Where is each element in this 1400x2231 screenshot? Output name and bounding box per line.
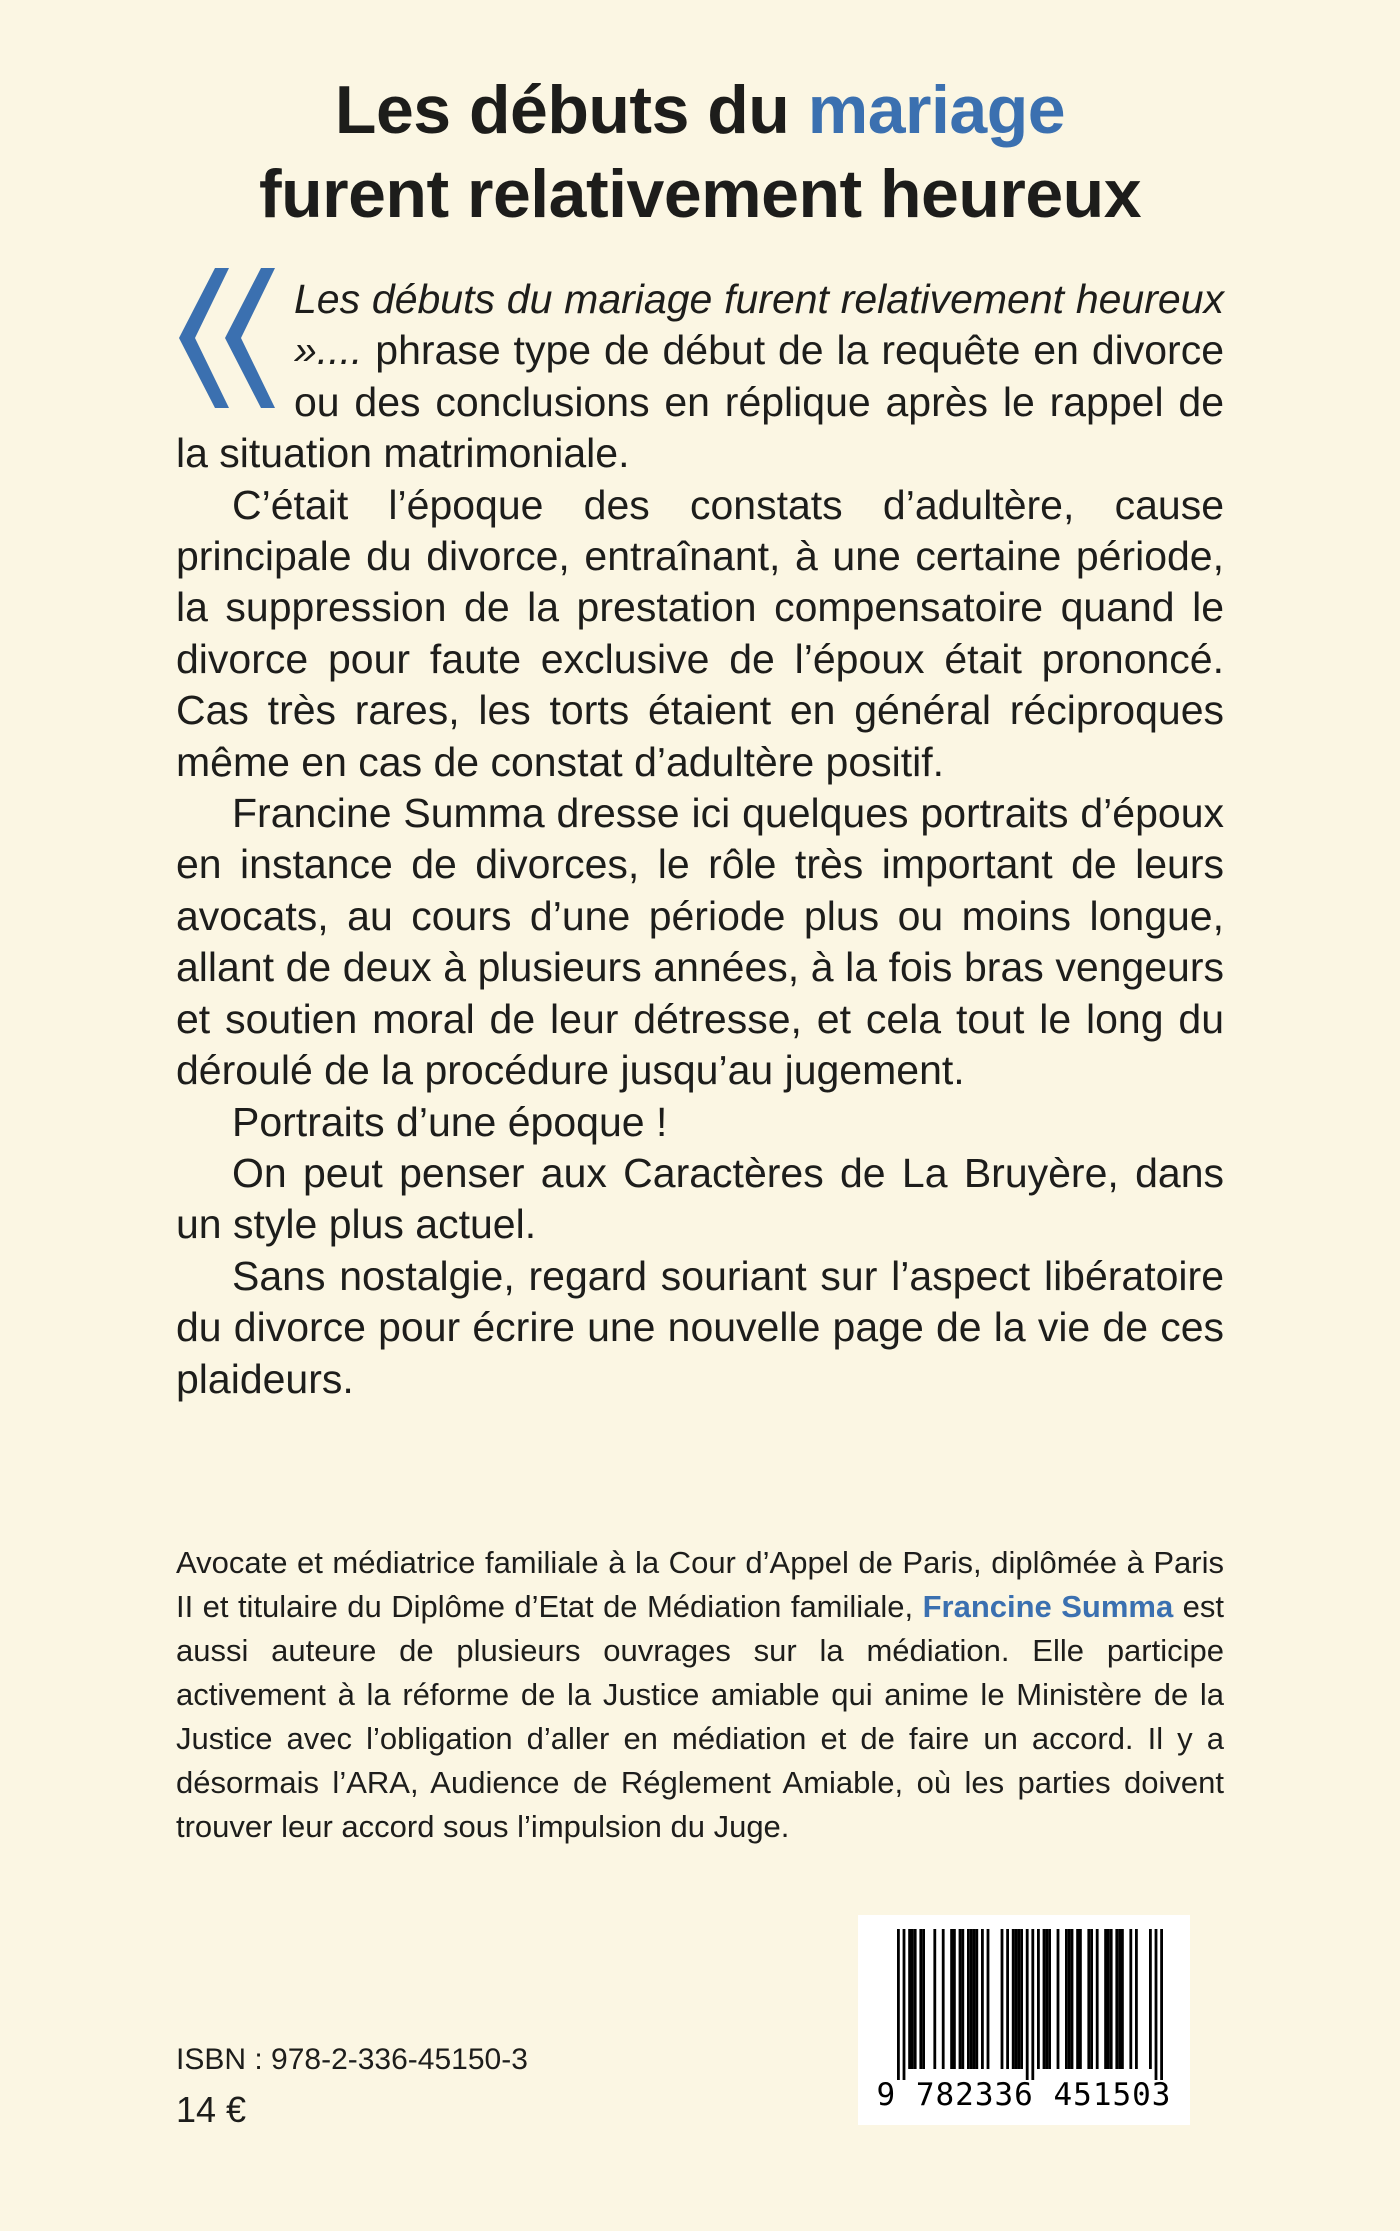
barcode-bar [1110,1929,1113,2069]
barcode-bar [1031,1929,1034,2080]
blurb-paragraph-3: Francine Summa dresse ici quelques portraits d’époux en instance de divorces, le rôle très important de leurs avocats, au cours d’une période plus ou moins longue, allant de deux à plusieurs années, à la fois bras vengeurs et soutien moral de leur détresse, et cela tout le long du déroulé de la procédure jusqu’au jugement. [176,790,1224,1094]
barcode-bars [858,1915,1190,2080]
barcode-bar [914,1929,917,2069]
barcode-bar [933,1929,936,2069]
title-line-2: furent relativement heureux [258,156,1142,232]
price: 14 € [176,2089,247,2130]
barcode-bar [973,1929,976,2069]
barcode-bar [1160,1929,1163,2080]
barcode-bar [1104,1929,1107,2069]
barcode-bar [1037,1929,1040,2069]
barcode-bar [950,1929,953,2069]
barcode-bar [942,1929,945,2069]
barcode-bar [1026,1929,1029,2080]
barcode-bar [1096,1929,1099,2069]
blurb-paragraph-1-rest: phrase type de début de la requête en divorce ou des conclusions en réplique après le rappel de la situation matrimoniale. [176,327,1224,477]
barcode-bar [903,1929,906,2080]
barcode-bar [1057,1929,1060,2069]
barcode-bar [1015,1929,1018,2069]
barcode-bar [961,1929,964,2069]
book-title [0,68,1400,236]
blurb-paragraph-4: Portraits d’une époque ! [232,1098,668,1145]
title-line-1 [0,68,1400,152]
author-bio [176,1541,1224,1849]
barcode-bar [1079,1929,1082,2069]
barcode-bar [1115,1929,1118,2069]
barcode-bar [967,1929,970,2069]
blurb-paragraph-2: C’était l’époque des constats d’adultère, cause principale du divorce, entraînant, à une certaine période, la suppression de la prestation compensatoire quand le divorce pour faute exclusive de l’époux était prononcé. Cas très rares, les torts étaient en général réciproques même en cas de constat d’adultère positif. [176,481,1224,785]
barcode-bar [922,1929,925,2069]
title-accent-word: mariage [807,72,1066,148]
blurb-paragraph-6: Sans nostalgie, regard souriant sur l’aspect libératoire du divorce pour écrire une nouvelle page de la vie de ces plaideurs. [176,1252,1224,1402]
barcode-bar [1149,1929,1152,2069]
barcode-bar [919,1929,922,2069]
blurb-paragraph-1 [176,274,1224,480]
barcode-bar [1001,1929,1004,2069]
barcode-bar [1017,1929,1020,2069]
barcode-bar [975,1929,978,2069]
barcode-bar [908,1929,911,2069]
barcode-bar [953,1929,956,2069]
barcode-bar [1155,1929,1158,2080]
author-bio-rest: est aussi auteure de plusieurs ouvrages sur la médiation. Elle participe activement à la réforme de la Justice amiable qui anime le Ministère de la Justice avec l’obligation d’aller en médiation et de faire un accord. Il y a désormais l’ARA, Audience de Réglement Amiable, où les parties doivent trouver leur accord sous l’impulsion du Juge. [176,1589,1224,1844]
barcode-bar [1087,1929,1090,2069]
barcode-bar [987,1929,990,2069]
barcode-bar [1020,1929,1023,2069]
barcode-bar [1043,1929,1046,2069]
barcode-digits: 9 782336 451503 [876,2077,1172,2113]
barcode-bar [1048,1929,1051,2069]
barcode [858,1915,1190,2125]
barcode-bar [1065,1929,1068,2069]
barcode-bar [959,1929,962,2069]
barcode-bar [1118,1929,1121,2069]
author-bio-intro: Avocate et médiatrice familiale à la Cour d’Appel de Paris, diplômée à Paris II et titulaire du Diplôme d’Etat de Médiation familiale, [176,1545,1224,1624]
quote-spacer [176,274,294,424]
barcode-bar [1129,1929,1132,2069]
barcode-bar [897,1929,900,2080]
barcode-bar [1012,1929,1015,2069]
barcode-bar [1071,1929,1074,2069]
blurb-lead-quote: Les débuts du mariage furent relativement heureux ».... [294,276,1224,374]
blurb-paragraph-5: On peut penser aux Caractères de La Bruyère, dans un style plus actuel. [176,1149,1224,1248]
barcode-bar [1121,1929,1124,2069]
author-name: Francine Summa [922,1589,1174,1624]
barcode-bar [911,1929,914,2069]
barcode-bar [970,1929,973,2069]
barcode-bar [1076,1929,1079,2069]
barcode-bar [981,1929,984,2069]
isbn: ISBN : 978-2-336-45150-3 [176,2043,528,2076]
title-line-1-text: Les débuts du [334,72,808,148]
barcode-bar [1107,1929,1110,2069]
blurb [176,274,1224,1405]
barcode-bar [1135,1929,1138,2069]
barcode-bar [1090,1929,1093,2069]
barcode-bar [1006,1929,1009,2069]
barcode-bar [1068,1929,1071,2069]
barcode-bar [1045,1929,1048,2069]
